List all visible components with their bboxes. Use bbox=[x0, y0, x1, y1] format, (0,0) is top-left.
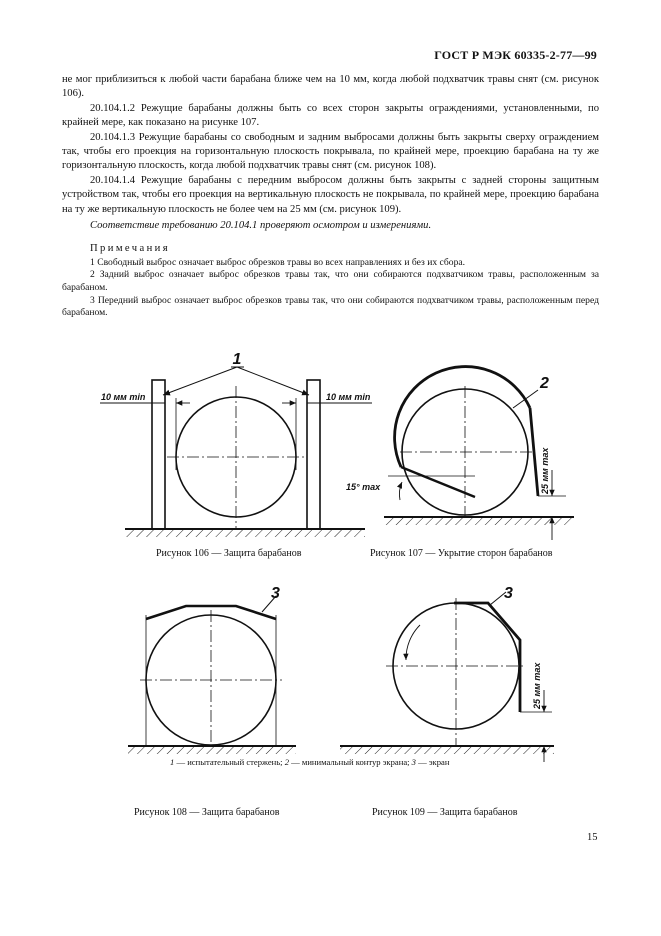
fig107-shield-lower bbox=[401, 467, 475, 497]
legend-text-3: — экран bbox=[415, 757, 450, 767]
paragraph-20-104-1-2: 20.104.1.2 Режущие барабаны должны быть со всех сторон закрыты ограждениями, установленными, по крайней мере, как показано на рисунке 107. bbox=[62, 102, 599, 129]
fig107-dim-label: 25 мм max bbox=[540, 447, 550, 494]
legend-num-3: 3 bbox=[411, 757, 416, 767]
notes-title: Примечания bbox=[90, 243, 170, 255]
fig109-dim-label: 25 мм max bbox=[532, 662, 542, 709]
fig108-callout: 3 bbox=[271, 585, 280, 602]
figure-108 bbox=[128, 596, 296, 754]
fig107-ground-hatch bbox=[384, 517, 574, 525]
fig108-caption: Рисунок 108 — Защита барабанов bbox=[134, 807, 280, 818]
fig107-callout: 2 bbox=[540, 375, 549, 392]
fig108-ground-hatch bbox=[128, 746, 296, 754]
fig106-dim-right-label: 10 мм min bbox=[326, 392, 371, 402]
page-number: 15 bbox=[587, 832, 598, 843]
note-1: 1 Свободный выброс означает выброс обрезков травы во всех направлениях и без их сбора. bbox=[90, 256, 466, 268]
fig106-leader-right bbox=[237, 367, 309, 395]
document-header: ГОСТ Р МЭК 60335-2-77—99 bbox=[434, 48, 597, 62]
legend-text-2: — минимальный контур экрана; bbox=[289, 757, 412, 767]
fig106-left-post bbox=[152, 380, 165, 529]
fig106-right-post bbox=[307, 380, 320, 529]
note-3: 3 Передний выброс означает выброс обрезков травы так, что они собираются подхватчиком травы, расположенным перед барабаном. bbox=[62, 294, 599, 319]
fig106-caption: Рисунок 106 — Защита барабанов bbox=[156, 548, 302, 559]
figure-legend bbox=[170, 757, 449, 767]
fig109-caption: Рисунок 109 — Защита барабанов bbox=[372, 807, 518, 818]
paragraph-continuation: не мог приблизиться к любой части барабана ближе чем на 10 мм, когда любой подхватчик травы снят (см. рисунок 106). bbox=[62, 74, 599, 100]
fig106-leader-left bbox=[163, 367, 237, 395]
legend-num-1: 1 bbox=[170, 757, 175, 767]
fig106-callout: 1 bbox=[232, 351, 242, 368]
paragraph-20-104-1-3: 20.104.1.3 Режущие барабаны со свободным и задним выбросами должны быть закрыты сверху ограждением так, чтобы его проекция на горизонтальную плоскость покрывала, по крайней мере, проекцию барабана на ту же горизонтальную плоскость, когда любой подхватчик травы снят (см. рисунок 108). bbox=[62, 131, 599, 172]
note-2: 2 Задний выброс означает выброс обрезков травы так, что они собираются подхватчиком травы, расположенным за барабаном. bbox=[62, 269, 599, 294]
legend-text-1: — испытательный стержень; bbox=[174, 757, 285, 767]
fig106-dim-left-label: 10 мм min bbox=[101, 392, 146, 402]
fig107-angle-label: 15° max bbox=[346, 482, 381, 492]
fig109-rotation-arrow bbox=[406, 625, 420, 660]
legend-num-2: 2 bbox=[284, 757, 289, 767]
paragraph-20-104-1-4: 20.104.1.4 Режущие барабаны с передним выбросом должны быть закрыты с задней стороны защитным устройством так, чтобы его проекция на вертикальную плоскость не покрывала, по крайней мере, проекцию барабана на ту же вертикальную плоскость не более чем на 25 мм (см. рисунок 109). bbox=[62, 174, 599, 215]
fig106-ground-hatch bbox=[125, 529, 365, 537]
compliance-statement: Соответствие требованию 20.104.1 проверяют осмотром и измерениями. bbox=[90, 220, 432, 232]
fig107-angle-arc bbox=[399, 482, 402, 500]
fig107-leader bbox=[513, 390, 538, 408]
fig109-ground-hatch bbox=[340, 746, 554, 754]
fig109-callout: 3 bbox=[504, 585, 513, 602]
fig107-caption: Рисунок 107 — Укрытие сторон барабанов bbox=[370, 548, 553, 559]
fig109-guard bbox=[454, 603, 520, 712]
figure-109 bbox=[340, 592, 554, 762]
